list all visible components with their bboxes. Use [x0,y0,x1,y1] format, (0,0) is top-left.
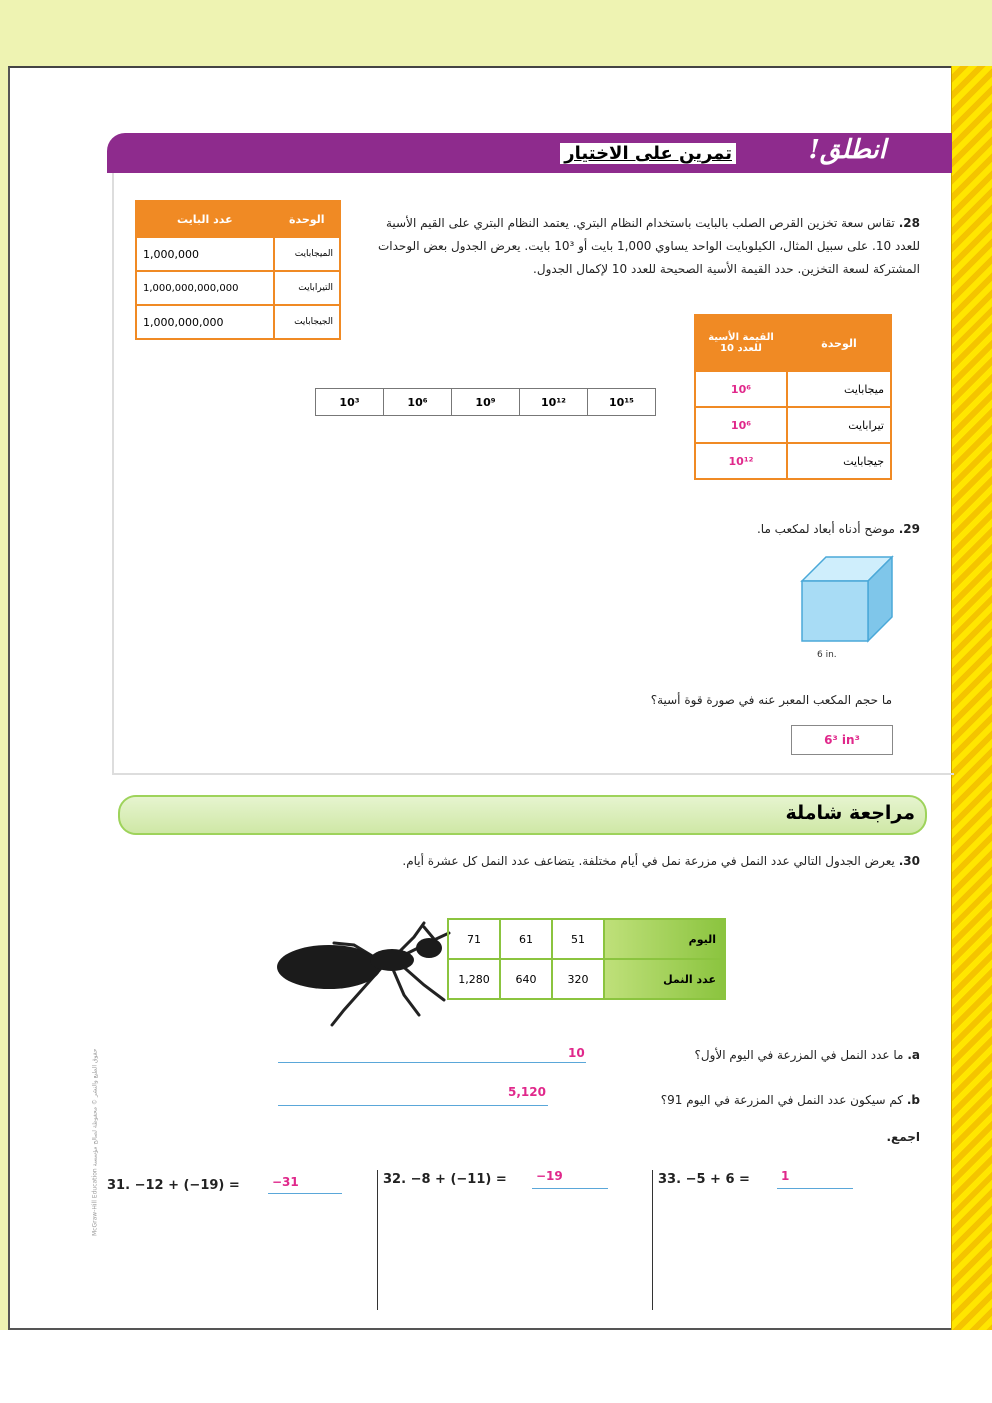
eq-number: 31. [107,1178,131,1193]
eq-number: 33. [658,1172,682,1187]
eq-number: 32. [383,1172,407,1187]
q29-number: 29. [898,522,920,536]
exponent-answer-table [694,314,892,480]
q29-question: ما حجم المكعب المعبر عنه في صورة قوة أسية؟ [650,693,892,707]
eq-expression: −8 + (−11) = [410,1172,507,1187]
q28-body: تقاس سعة تخزين القرص الصلب بالبايت باستخدام النظام البتري. يعتمد النظام البتري على القيم الأسية للعدد 10. على سبيل المثال، الكيلوبايت الواحد يساوي 1,000 بايت أو 10³ بايت. يعرض الجدول بعض الوحدات المشتركة لسعة التخزين. حدد القيمة الأسية الصحيحة للعدد 10 لإكمال الجدول. [378,216,920,276]
q30-body: يعرض الجدول التالي عدد النمل في مزرعة نمل في أيام مختلفة. يتضاعف عدد النمل كل عشرة أيام. [402,854,895,868]
q30a-label: a. [907,1048,920,1062]
equation-33 [658,1172,750,1187]
q30a-answer: 10 [568,1046,585,1060]
q28-number: 28. [898,216,920,230]
section-banner [107,133,952,173]
q29-answer-box[interactable]: 6³ in³ [791,725,893,755]
ans-drop-slot[interactable]: 10⁶ [695,407,787,443]
review-title: مراجعة شاملة [785,802,915,824]
ants-row-label: عدد النمل [604,959,725,999]
ants-cell: 1,280 [448,959,500,999]
ref-bytes: 1,000,000,000 [136,305,274,339]
eq32-answer-line[interactable] [532,1188,608,1189]
ants-cell: 640 [500,959,552,999]
ref-header-bytes: عدد البايت [136,201,274,237]
eq-expression: −12 + (−19) = [134,1178,240,1193]
banner-title: انطلق! [808,135,886,165]
ref-unit: التيرابايت [274,271,340,305]
ans-unit: جيجابايت [787,443,891,479]
ans-header-exp: القيمة الأسية للعدد 10 [695,315,787,371]
q30a-question [590,1048,920,1062]
eq31-answer-line[interactable] [268,1193,342,1194]
q30b-answer-line[interactable] [278,1105,548,1106]
column-divider [377,1170,378,1310]
ants-cell: 320 [552,959,604,999]
equation-32 [383,1172,507,1187]
copyright-note: حقوق الطبع والنشر © محفوظة لصالح مؤسسة McGraw-Hill Education [91,1048,99,1236]
ants-cell: 51 [552,919,604,959]
q28-text [360,212,920,281]
tile-option[interactable]: 10⁹ [452,389,520,415]
q30b-answer: 5,120 [508,1085,546,1099]
eq33-answer: 1 [781,1169,790,1183]
q30b-question [560,1093,920,1107]
column-divider [652,1170,653,1310]
ants-table [447,918,726,1000]
q29-body: موضح أدناه أبعاد لمكعب ما. [756,522,895,536]
ref-unit: الميجابايت [274,237,340,271]
tile-option[interactable]: 10¹² [520,389,588,415]
tile-option[interactable]: 10⁶ [384,389,452,415]
tile-option[interactable]: 10³ [316,389,384,415]
q30-text [300,850,920,873]
q30a-body: ما عدد النمل في المزرعة في اليوم الأول؟ [694,1048,904,1062]
ans-header-unit: الوحدة [787,315,891,371]
ans-unit: تيرابايت [787,407,891,443]
bottom-margin [0,1330,992,1403]
tile-option[interactable]: 10¹⁵ [609,395,634,409]
ref-unit: الجيجابايت [274,305,340,339]
ant-icon [274,915,454,1030]
q30b-label: b. [906,1093,920,1107]
q29-text [600,522,920,536]
ans-drop-slot[interactable]: 10¹² [695,443,787,479]
ans-unit: ميجابايت [787,371,891,407]
ants-row-label: اليوم [604,919,725,959]
review-banner [118,795,927,835]
ans-drop-slot[interactable]: 10⁶ [695,371,787,407]
q30-number: 30. [898,854,920,868]
equation-31 [107,1178,240,1193]
cube-figure [800,555,896,645]
ants-cell: 61 [500,919,552,959]
q30b-body: كم سيكون عدد النمل في المزرعة في اليوم 91؟ [660,1093,904,1107]
ref-header-unit: الوحدة [274,201,340,237]
ref-bytes: 1,000,000 [136,237,274,271]
eq33-answer-line[interactable] [777,1188,853,1189]
add-heading: اجمع. [886,1130,920,1144]
eq32-answer: −19 [536,1169,563,1183]
page-edge-stripe [951,66,992,1330]
answer-tiles [315,388,656,416]
eq31-answer: −31 [272,1175,299,1189]
ants-cell: 71 [448,919,500,959]
q30a-answer-line[interactable] [278,1062,586,1063]
ref-bytes: 1,000,000,000,000 [136,271,274,305]
banner-subtitle: تمرين على الاختيار [560,143,736,164]
cube-label: 6 in. [817,650,837,660]
bytes-reference-table [135,200,341,340]
eq-expression: −5 + 6 = [685,1172,750,1187]
